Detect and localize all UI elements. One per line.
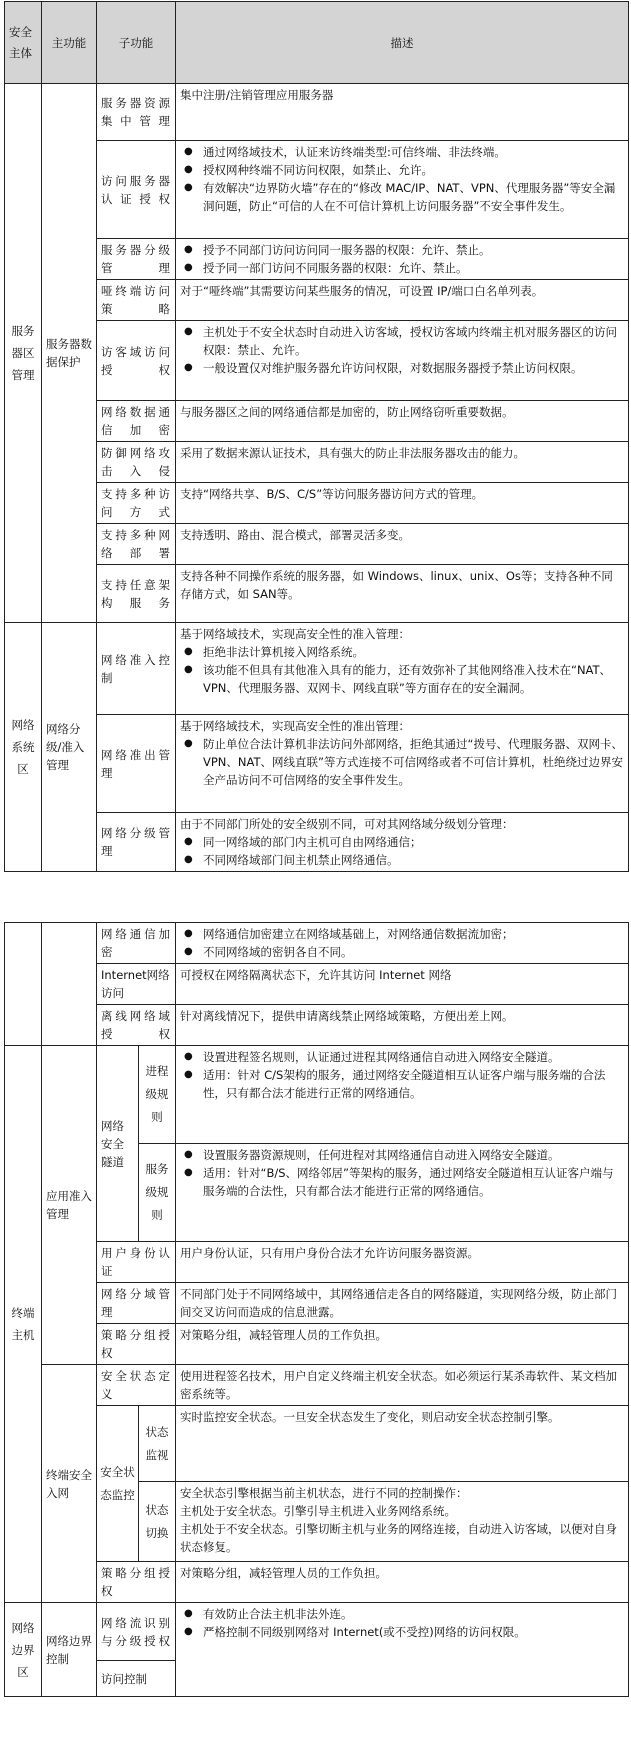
sub-function-cell: 安全状态定义 xyxy=(97,1365,176,1406)
description-cell: 支持各种不同操作系统的服务器，如 Windows、linux、unix、Os等；支持各种不同存储方式，如 SAN等。 xyxy=(176,565,629,623)
header-main-function: 主功能 xyxy=(42,2,97,84)
subject-network-zone: 网络系统区 xyxy=(5,623,42,872)
bullet-list xyxy=(180,925,624,961)
description-cell xyxy=(176,623,629,715)
table-row xyxy=(5,1005,629,1046)
table-row xyxy=(5,1562,629,1603)
intro-text: 基于网络域技术，实现高安全性的准出管理： xyxy=(180,719,410,733)
sub-function-cell: 支持多种网络部署 xyxy=(97,524,176,565)
list-item: ● 防止单位合法计算机非法访问外部网络，拒绝其通过“拨号、代理服务器、双网卡、VPN、NAT、网线直联”等方式连接不可信网络或者不可信计算机，杜绝绕过边界安全产品访问不可信网络的安全事件发生。 xyxy=(180,735,624,789)
table-row xyxy=(5,813,629,872)
description-cell xyxy=(176,715,629,813)
description-cell: 用户身份认证，只有用户身份合法才允许访问服务器资源。 xyxy=(176,1242,629,1283)
bullet-list xyxy=(180,1605,624,1641)
description-cell xyxy=(176,923,629,964)
header-subject: 安全主体 xyxy=(5,2,42,84)
description-cell: 针对离线情况下，提供申请离线禁止网络域策略，方便出差上网。 xyxy=(176,1005,629,1046)
intro-text: 由于不同部门所处的安全级别不同，可对其网络域分级划分管理： xyxy=(180,817,514,831)
subject-network-boundary: 网络边界区 xyxy=(5,1603,42,1697)
table-row xyxy=(5,321,629,401)
sub-function-cell: 用户身份认证 xyxy=(97,1242,176,1283)
table-row xyxy=(5,1406,629,1482)
description-cell xyxy=(176,1603,629,1697)
description-cell: 集中注册/注销管理应用服务器 xyxy=(176,84,629,141)
table-row xyxy=(5,401,629,442)
table-row xyxy=(5,524,629,565)
list-item: ● 授予不同部门访问访问同一服务器的权限：允许、禁止。 xyxy=(180,241,624,259)
description-line: 安全状态引擎根据当前主机状态，进行不同的控制操作： xyxy=(180,1486,468,1500)
table-row xyxy=(5,1603,629,1661)
table-row xyxy=(5,1046,629,1144)
description-cell xyxy=(176,239,629,280)
sub-function-cell: 网络分域管理 xyxy=(97,1283,176,1324)
main-network-grading: 网络分级/准入管理 xyxy=(42,623,97,872)
description-line: 主机处于安全状态。引擎引导主机进入业务网络系统。 xyxy=(180,1504,456,1518)
sub-function-cell: 支持多种访问方式 xyxy=(97,483,176,524)
sub-function-cell: 服务器资源集中管理 xyxy=(97,84,176,141)
list-item: ● 通过网络域技术，认证来访终端类型:可信终端、非法终端。 xyxy=(180,143,624,161)
security-state-monitoring: 安全状态监控 xyxy=(97,1406,139,1562)
subject-server-zone: 服务器区管理 xyxy=(5,84,42,623)
sub-function-cell: 支持任意架构服务 xyxy=(97,565,176,623)
description-cell xyxy=(176,1144,629,1242)
sub-function-cell: 访客域访问授权 xyxy=(97,321,176,401)
sub-function-cell: 网络流识别与分级授权 xyxy=(97,1603,176,1661)
table-header-row xyxy=(5,2,629,84)
bullet-list xyxy=(180,833,624,869)
table-row xyxy=(5,715,629,813)
table-row xyxy=(5,623,629,715)
list-item: ● 有效解决“边界防火墙”存在的“修改 MAC/IP、NAT、VPN、代理服务器”等安全漏洞问题，防止“可信的人在不可信计算机上访问服务器”不安全事件发生。 xyxy=(180,179,624,215)
table-row xyxy=(5,1324,629,1365)
description-cell xyxy=(176,1482,629,1562)
sub-function-cell: 防御网络攻击入侵 xyxy=(97,442,176,483)
table-row xyxy=(5,239,629,280)
state-switch: 状态切换 xyxy=(139,1482,176,1562)
table-row xyxy=(5,483,629,524)
bullet-list xyxy=(180,143,624,215)
description-cell: 对策略分组，减轻管理人员的工作负担。 xyxy=(176,1324,629,1365)
description-cell: 支持透明、路由、混合模式，部署灵活多变。 xyxy=(176,524,629,565)
description-cell: 实时监控安全状态。一旦安全状态发生了变化，则启动安全状态控制引擎。 xyxy=(176,1406,629,1482)
description-cell xyxy=(176,321,629,401)
sub-function-cell: Internet网络访问 xyxy=(97,964,176,1005)
list-item: ● 严格控制不同级别网络对 Internet(或不受控)网络的访问权限。 xyxy=(180,1623,624,1641)
list-item: ● 同一网络域的部门内主机可自由网络通信； xyxy=(180,833,624,851)
description-cell: 与服务器区之间的网络通信都是加密的，防止网络窃听重要数据。 xyxy=(176,401,629,442)
table-row xyxy=(5,280,629,321)
list-item: ● 适用：针对 C/S架构的服务，通过网络安全隧道相互认证客户端与服务端的合法性，只有都合法才能进行正常的网络通信。 xyxy=(180,1066,624,1102)
sub-function-cell: 网络通信加密 xyxy=(97,923,176,964)
description-cell: 可授权在网络隔离状态下，允许其访问 Internet 网络 xyxy=(176,964,629,1005)
sub-function-cell: 访问服务器认证授权 xyxy=(97,141,176,239)
sub-function-cell: 哑终端访问策略 xyxy=(97,280,176,321)
table-row xyxy=(5,141,629,239)
description-line: 主机处于不安全状态。引擎切断主机与业务的网络连接，自动进入访客域，以便对自身状态修复。 xyxy=(180,1522,617,1554)
table-row xyxy=(5,565,629,623)
bullet-list xyxy=(180,643,624,697)
header-description: 描述 xyxy=(176,2,629,84)
main-terminal-secure-access: 终端安全入网 xyxy=(42,1365,97,1603)
header-sub-function: 子功能 xyxy=(97,2,176,84)
list-item: ● 网络通信加密建立在网络域基础上，对网络通信数据流加密； xyxy=(180,925,624,943)
description-cell: 支持“网络共享、B/S、C/S”等访问服务器访问方式的管理。 xyxy=(176,483,629,524)
description-cell xyxy=(176,813,629,872)
sub-function-cell: 策略分组授权 xyxy=(97,1324,176,1365)
list-item: ● 该功能不但具有其他准入具有的能力，还有效弥补了其他网络准入技术在“NAT、VPN、代理服务器、双网卡、网线直联”等方面存在的安全漏洞。 xyxy=(180,661,624,697)
sub-function-cell: 访问控制 xyxy=(97,1661,176,1697)
main-application-access: 应用准入管理 xyxy=(42,1046,97,1365)
sub-function-cell: 网络准入控制 xyxy=(97,623,176,715)
list-item: ● 适用：针对“B/S、网络邻居”等架构的服务，通过网络安全隧道相互认证客户端与服务端的合法性，只有都合法才能进行正常的网络通信。 xyxy=(180,1164,624,1200)
bullet-list xyxy=(180,241,624,277)
main-continued-cell xyxy=(42,923,97,1046)
list-item: ● 主机处于不安全状态时自动进入访客域，授权访客域内终端主机对服务器区的访问权限：禁止、允许。 xyxy=(180,323,624,359)
list-item: ● 不同网络域的密钥各自不同。 xyxy=(180,943,624,961)
sub-function-cell: 网络数据通信加密 xyxy=(97,401,176,442)
sub-function-cell: 网络分级管理 xyxy=(97,813,176,872)
service-level-rule: 服务级规则 xyxy=(139,1144,176,1242)
main-server-data-protection: 服务器数据保护 xyxy=(42,84,97,623)
table-row xyxy=(5,1242,629,1283)
list-item: ● 拒绝非法计算机接入网络系统。 xyxy=(180,643,624,661)
description-cell: 对于“哑终端”其需要访问某些服务的情况，可设置 IP/端口白名单列表。 xyxy=(176,280,629,321)
main-boundary-control: 网络边界控制 xyxy=(42,1603,97,1697)
description-cell xyxy=(176,1046,629,1144)
sub-function-cell: 服务器分级管理 xyxy=(97,239,176,280)
list-item: ● 设置服务器资源规则，任何进程对其网络通信自动进入网络安全隧道。 xyxy=(180,1146,624,1164)
table-row xyxy=(5,84,629,141)
list-item: ● 一般设置仅对维护服务器允许访问权限，对数据服务器授予禁止访问权限。 xyxy=(180,359,624,377)
subject-continued-cell xyxy=(5,923,42,1046)
table-row xyxy=(5,442,629,483)
list-item: ● 授予同一部门访问不同服务器的权限：允许、禁止。 xyxy=(180,259,624,277)
description-cell: 采用了数据来源认证技术，具有强大的防止非法服务器攻击的能力。 xyxy=(176,442,629,483)
security-function-table xyxy=(4,1,629,872)
table-row xyxy=(5,923,629,964)
description-cell: 不同部门处于不同网络域中，其网络通信走各自的网络隧道，实现网络分级，防止部门间交叉访问而造成的信息泄露。 xyxy=(176,1283,629,1324)
list-item: ● 不同网络域部门间主机禁止网络通信。 xyxy=(180,851,624,869)
table-row xyxy=(5,1365,629,1406)
intro-text: 基于网络域技术，实现高安全性的准入管理： xyxy=(180,627,410,641)
description-cell: 对策略分组，减轻管理人员的工作负担。 xyxy=(176,1562,629,1603)
subject-terminal-host: 终端主机 xyxy=(5,1046,42,1603)
sub-function-cell: 策略分组授权 xyxy=(97,1562,176,1603)
sub-function-cell: 离线网络域授权 xyxy=(97,1005,176,1046)
process-level-rule: 进程级规则 xyxy=(139,1046,176,1144)
bullet-list xyxy=(180,323,624,377)
list-item: ● 有效防止合法主机非法外连。 xyxy=(180,1605,624,1623)
bullet-list xyxy=(180,1048,624,1102)
bullet-list xyxy=(180,735,624,789)
description-cell: 使用进程签名技术，用户自定义终端主机安全状态。如必须运行某杀毒软件、某文档加密系统等。 xyxy=(176,1365,629,1406)
table-row xyxy=(5,1283,629,1324)
bullet-list xyxy=(180,1146,624,1200)
network-security-tunnel: 网络安全隧道 xyxy=(97,1046,139,1242)
table-row xyxy=(5,964,629,1005)
security-function-table-continued xyxy=(4,922,629,1697)
list-item: ● 设置进程签名规则，认证通过进程其网络通信自动进入网络安全隧道。 xyxy=(180,1048,624,1066)
description-cell xyxy=(176,141,629,239)
state-monitor: 状态监视 xyxy=(139,1406,176,1482)
sub-function-cell: 网络准出管理 xyxy=(97,715,176,813)
list-item: ● 授权网种终端不同访问权限，如禁止、允许。 xyxy=(180,161,624,179)
